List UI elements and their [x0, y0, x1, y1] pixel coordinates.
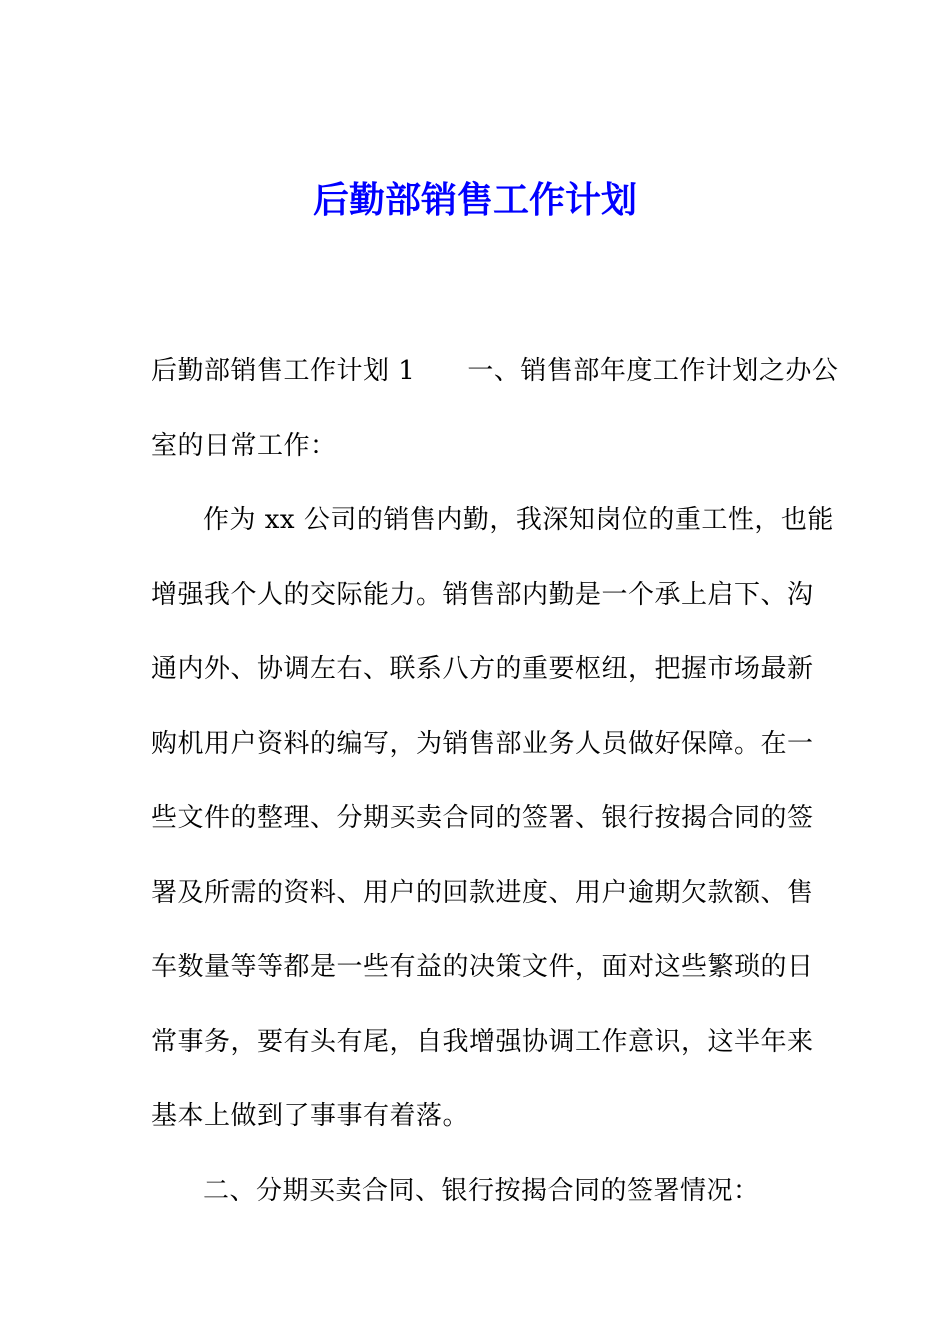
- section-two-heading: 二、分期买卖合同、银行按揭合同的签署情况：: [203, 1175, 760, 1206]
- heading-line: [151, 334, 839, 409]
- document-title: 后勤部销售工作计划: [312, 180, 637, 221]
- text-line: 些文件的整理、分期买卖合同的签署、银行按揭合同的签: [151, 803, 814, 833]
- text-line: 车数量等等都是一些有益的决策文件，面对这些繁琐的日: [151, 952, 814, 982]
- first-item-heading: 一、销售部年度工作计划之办公: [467, 356, 839, 386]
- document-body: [151, 334, 839, 1228]
- text-line: 署及所需的资料、用户的回款进度、用户逾期欠款额、售: [151, 877, 814, 908]
- text-line: 通内外、协调左右、联系八方的重要枢纽，把握市场最新: [151, 654, 814, 684]
- paragraph-first-line: 作为 xx 公司的销售内勤，我深知岗位的重工性，也能: [203, 505, 834, 535]
- text-line: 基本上做到了事事有着落。: [151, 1101, 470, 1131]
- text-line: 增强我个人的交际能力。销售部内勤是一个承上启下、沟: [151, 579, 814, 610]
- text-line: 室的日常工作：: [151, 430, 337, 461]
- text-line: 常事务，要有头有尾，自我增强协调工作意识，这半年来: [151, 1026, 814, 1057]
- text-line: 购机用户资料的编写，为销售部业务人员做好保障。在一: [151, 728, 814, 759]
- section-heading: 后勤部销售工作计划 1: [151, 356, 416, 386]
